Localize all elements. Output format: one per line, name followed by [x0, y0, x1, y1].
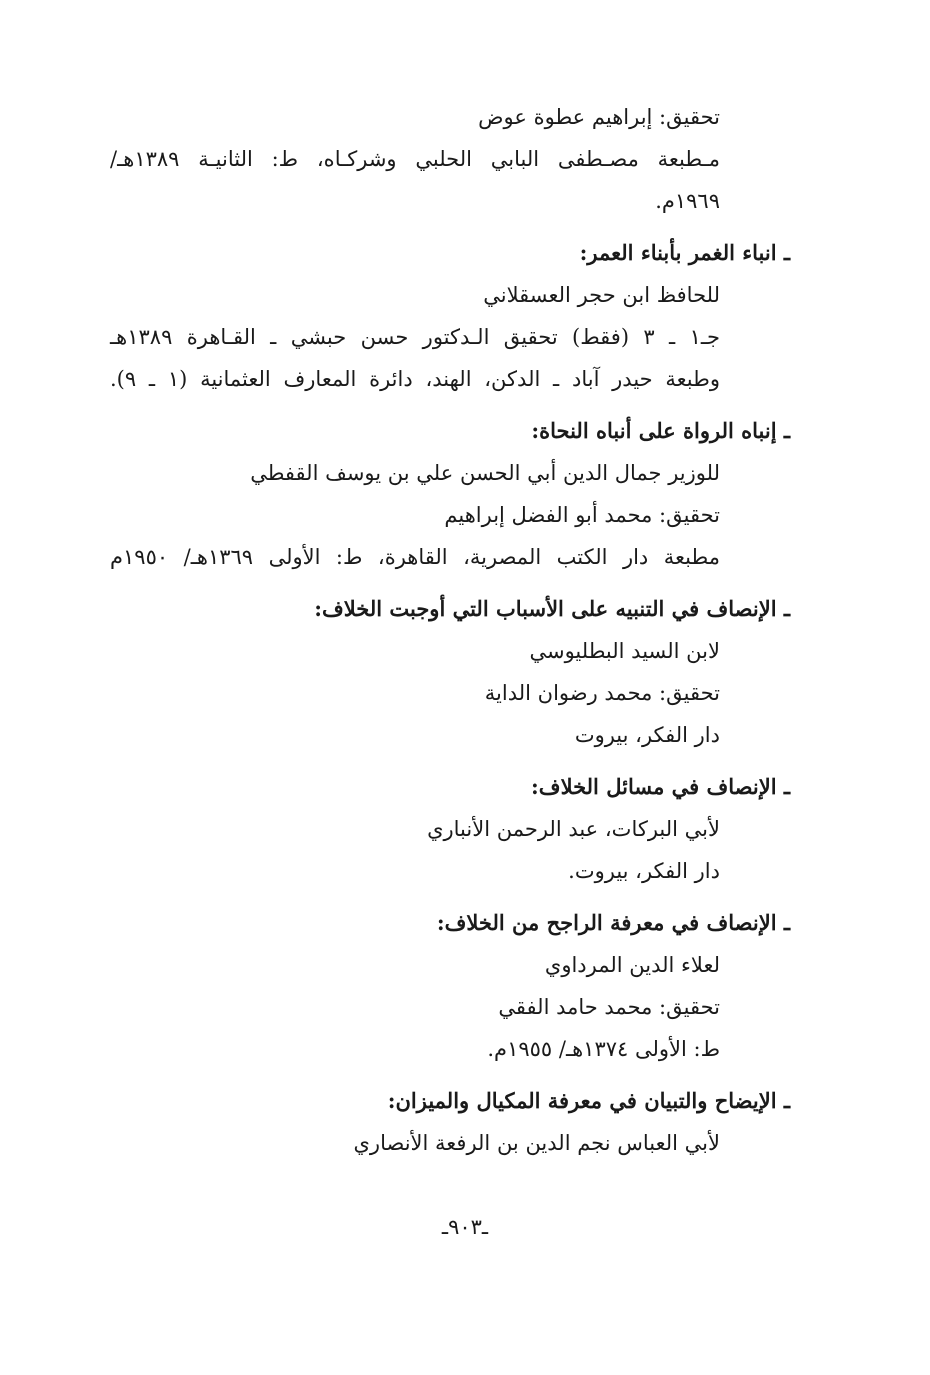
entry-line: تحقيق: محمد أبو الفضل إبراهيم	[444, 503, 720, 527]
entry-line: ط: الأولى ١٣٧٤هـ/ ١٩٥٥م.	[487, 1037, 720, 1061]
bibliography-entry	[110, 410, 790, 578]
entry-title: ـ انباء الغمر بأبناء العمر:	[579, 240, 790, 265]
page-number: ـ٩٠٣ـ	[441, 1215, 489, 1239]
bibliography-entry	[110, 588, 790, 756]
entry-line: تحقيق: محمد حامد الفقي	[498, 995, 720, 1019]
bibliography-entry	[110, 902, 790, 1070]
entry-title: ـ الإنصاف في التنبيه على الأسباب التي أوجبت الخلاف:	[314, 596, 790, 621]
continuation-line: تحقيق: إبراهيم عطوة عوض	[478, 105, 720, 129]
entry-line: مطبعة دار الكتب المصرية، القاهرة، ط: الأولى ١٣٦٩هـ/ ١٩٥٠م	[110, 545, 720, 569]
entry-line: لأبي العباس نجم الدين بن الرفعة الأنصاري	[353, 1131, 720, 1155]
entry-line: دار الفكر، بيروت.	[568, 859, 720, 883]
entry-line: وطبعة حيدر آباد ـ الدكن، الهند، دائرة المعارف العثمانية (١ ـ ٩).	[110, 367, 720, 391]
continuation-block	[110, 96, 790, 222]
page-body	[110, 96, 790, 1164]
bibliography-entry	[110, 766, 790, 892]
entry-title: ـ الإيضاح والتبيان في معرفة المكيال والميزان:	[387, 1088, 790, 1113]
entry-line: لابن السيد البطليوسي	[529, 639, 720, 663]
entry-title: ـ الإنصاف في مسائل الخلاف:	[531, 774, 790, 799]
entry-line: تحقيق: محمد رضوان الداية	[484, 681, 720, 705]
entry-line: لأبي البركات، عبد الرحمن الأنباري	[427, 817, 720, 841]
entry-line: للحافظ ابن حجر العسقلاني	[483, 283, 720, 307]
bibliography-entry	[110, 1080, 790, 1164]
bibliography-entry	[110, 232, 790, 400]
entry-line: جـ١ ـ ٣ (فقط) تحقيق الـدكتور حسن حبشي ـ القـاهرة ١٣٨٩هـ	[110, 325, 720, 349]
continuation-line: ١٩٦٩م.	[655, 189, 720, 213]
entry-line: للوزير جمال الدين أبي الحسن علي بن يوسف القفطي	[250, 461, 720, 485]
entry-title: ـ الإنصاف في معرفة الراجح من الخلاف:	[436, 910, 790, 935]
entry-title: ـ إنباه الرواة على أنباه النحاة:	[531, 418, 790, 443]
entry-line: دار الفكر، بيروت	[574, 723, 720, 747]
continuation-line: مـطبعة مصـطفى البابي الحلبي وشركـاه، ط: الثانيـة ١٣٨٩هـ/	[110, 147, 720, 171]
entry-line: لعلاء الدين المرداوي	[544, 953, 720, 977]
